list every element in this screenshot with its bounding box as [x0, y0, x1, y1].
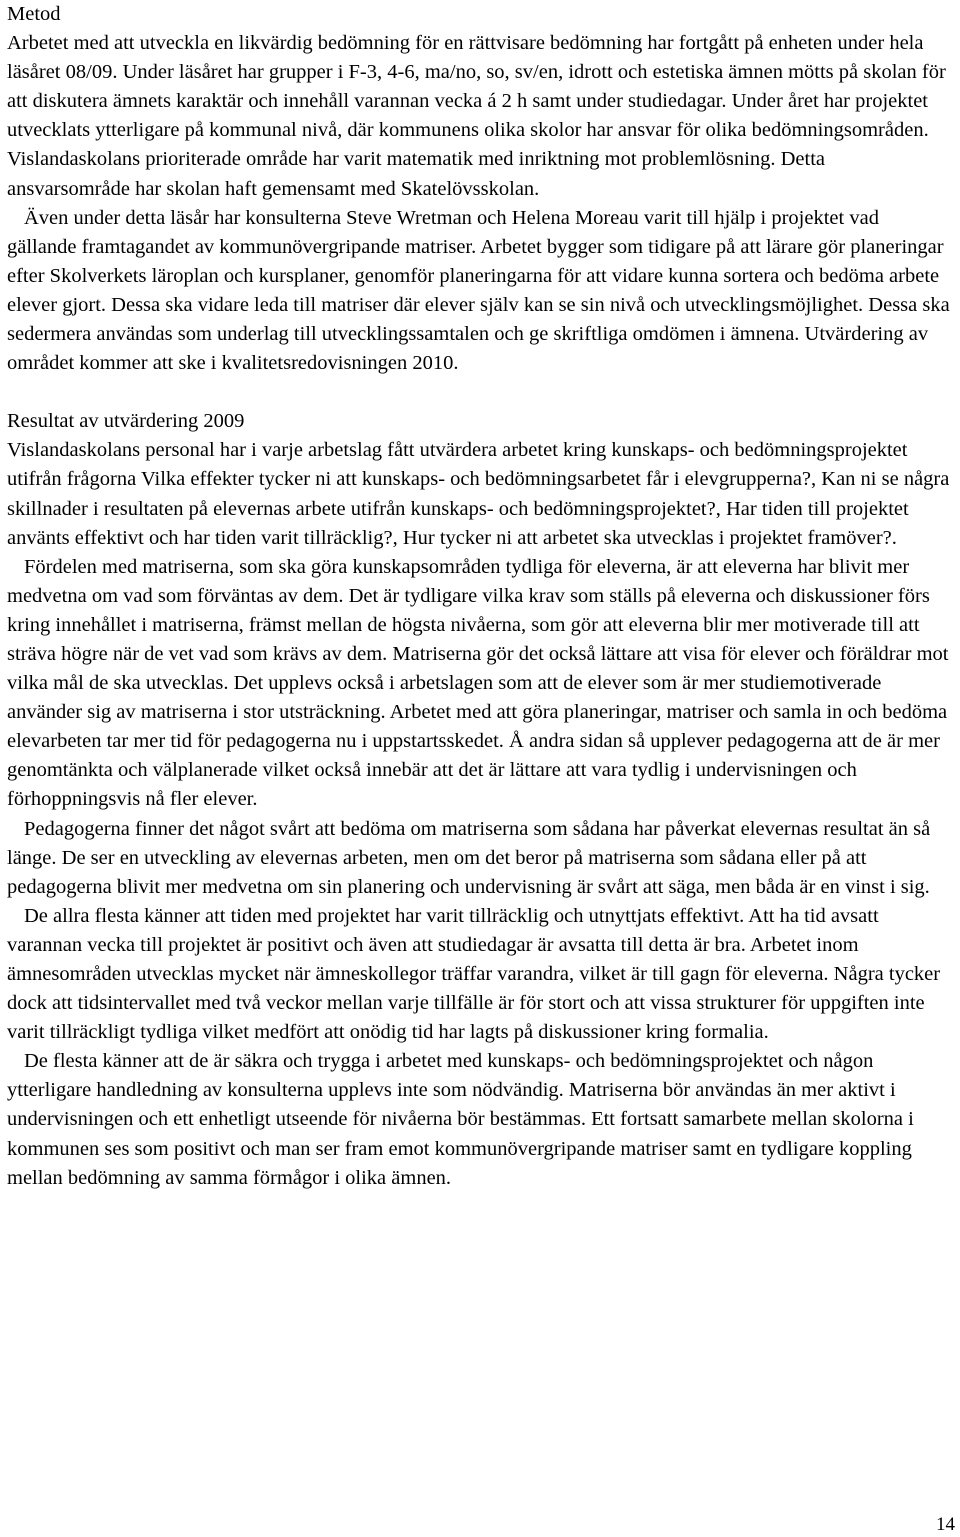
section-metod — [7, 0, 952, 378]
page-number: 14 — [936, 1514, 955, 1535]
paragraph-resultat-2: Fördelen med matriserna, som ska göra kunskapsområden tydliga för eleverna, är att eleverna har blivit mer medvetna om vad som förväntas av dem. Det är tydligare vilka krav som ställs på eleverna och diskussioner förs kring innehållet i matriserna, främst mellan de högsta nivåerna, som gör att eleverna blir mer motiverade till att sträva högre när de vet vad som krävs av dem. Matriserna gör det också lättare att visa för elever och föräldrar mot vilka mål de ska utvecklas. Det upplevs också i arbetslagen som att de elever som är mer studiemotiverade använder sig av matriserna i stor utsträckning. Arbetet med att göra planeringar, matriser och samla in och bedöma elevarbeten tar mer tid för pedagogerna nu i uppstartsskedet. Å andra sidan så upplever pedagogerna att de är mer genomtänkta och välplanerade vilket också innebär att det är lättare att vara tydlig i undervisningen och förhoppningsvis nå fler elever. — [7, 555, 949, 811]
paragraph-resultat-1: Vislandaskolans personal har i varje arbetslag fått utvärdera arbetet kring kunskaps- och bedömningsprojektet utifrån frågorna Vilka effekter tycker ni att kunskaps- och bedömningsarbetet får i elevgrupperna?, Kan ni se några skillnader i resultaten på elevernas arbete utifrån kunskaps- och bedömningsprojektet?, Har tiden till projektet använts effektivt och har tiden varit tillräcklig?, Hur tycker ni att arbetet ska utvecklas i projektet framöver?. — [7, 439, 950, 549]
document-page — [7, 0, 952, 1193]
section-heading-metod: Metod — [7, 3, 61, 25]
paragraph-metod-1: Arbetet med att utveckla en likvärdig bedömning för en rättvisare bedömning har fortgått på enheten under hela läsåret 08/09. Under läsåret har grupper i F-3, 4-6, ma/no, so, sv/en, idrott och estetiska ämnen mötts på skolan för att diskutera ämnets karaktär och innehåll varannan vecka á 2 h samt under studiedagar. Under året har projektet utvecklats ytterligare på kommunal nivå, där kommunens olika skolor har ansvar för olika bedömningsområden. Vislandaskolans prioriterade område har varit matematik med inriktning mot problemlösning. Detta ansvarsområde har skolan haft gemensamt med Skatelövsskolan. — [7, 32, 946, 200]
section-spacer — [7, 378, 952, 407]
paragraph-metod-2: Även under detta läsår har konsulterna Steve Wretman och Helena Moreau varit till hjälp i projektet vad gällande framtagandet av kommunövergripande matriser. Arbetet bygger som tidigare på att lärare gör planeringar efter Skolverkets läroplan och kursplaner, genomför planeringarna för att vidare kunna sortera och bedöma arbete elever gjort. Dessa ska vidare leda till matriser där elever själv kan se sin nivå och utvecklingsmöjlighet. Dessa ska sedermera användas som underlag till utvecklingssamtalen och ge skriftliga omdömen i ämnena. Utvärdering av området kommer att ske i kvalitetsredovisningen 2010. — [7, 206, 950, 375]
section-heading-resultat: Resultat av utvärdering 2009 — [7, 410, 245, 433]
paragraph-resultat-3: Pedagogerna finner det något svårt att bedöma om matriserna som sådana har påverkat elevernas resultat än så länge. De ser en utveckling av elevernas arbeten, men om det beror på matriserna som sådana eller på att pedagogerna blivit mer medvetna om sin planering och undervisning är svårt att säga, men båda är en vinst i sig. — [7, 817, 931, 898]
paragraph-resultat-4: De allra flesta känner att tiden med projektet har varit tillräcklig och utnyttjats effektivt. Att ha tid avsatt varannan vecka till projektet är positivt och även att studiedagar är avsatta till detta är bra. Arbetet inom ämnesområden utvecklas mycket när ämneskollegor träffar varandra, vilket är till gagn för eleverna. Några tycker dock att tidsintervallet med två veckor mellan varje tillfälle är för stort och att vissa strukturer för uppgiften inte varit tillräckligt tydliga vilket medfört att onödig tid har lagts på diskussioner kring formalia. — [7, 904, 941, 1044]
section-resultat — [7, 407, 952, 1193]
paragraph-resultat-5: De flesta känner att de är säkra och trygga i arbetet med kunskaps- och bedömningsprojektet och någon ytterligare handledning av konsulterna upplevs inte som nödvändig. Matriserna bör användas än mer aktivt i undervisningen och ett enhetligt utseende för nivåerna bör bestämmas. Ett fortsatt samarbete mellan skolorna i kommunen ses som positivt och man ser fram emot kommunövergripande matriser samt en tydligare koppling mellan bedömning av samma förmågor i olika ämnen. — [7, 1050, 914, 1189]
